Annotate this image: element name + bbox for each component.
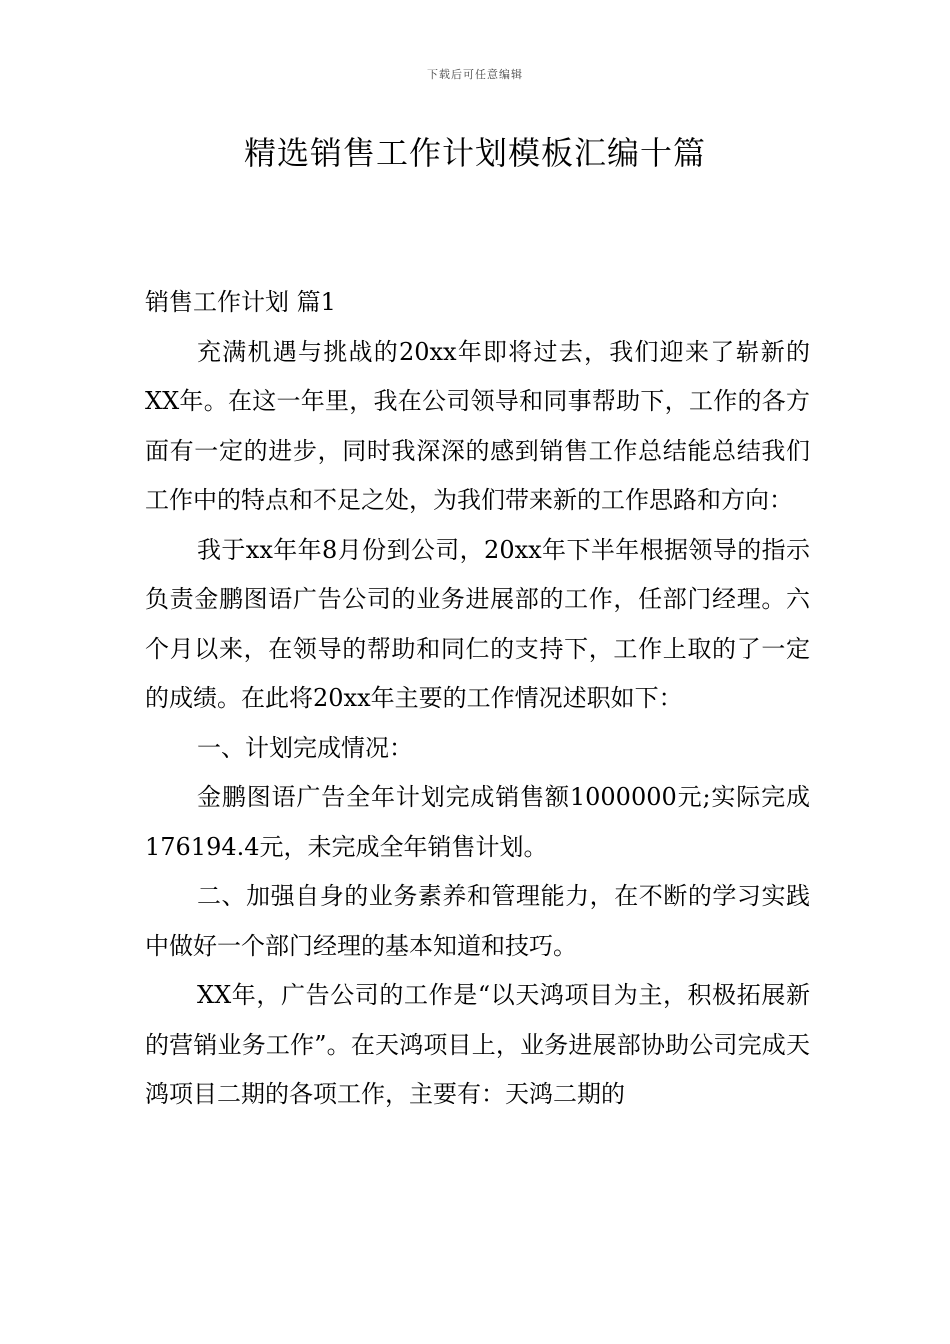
paragraph-plan-heading: 一、计划完成情况：: [197, 733, 413, 762]
paragraph-skills: 二、加强自身的业务素养和管理能力，在不断的学习实践中做好一个部门经理的基本知道和技巧。: [145, 882, 810, 960]
document-body: [145, 278, 810, 1120]
section-heading: 销售工作计划 篇1: [145, 288, 336, 316]
paragraph-project: XX年，广告公司的工作是“以天鸿项目为主，积极拓展新的营销业务工作”。在天鸿项目上，业务进展部协助公司完成天鸿项目二期的各项工作，主要有：天鸿二期的: [145, 981, 810, 1108]
paragraph-background: 我于xx年年8月份到公司，20xx年下半年根据领导的指示负责金鹏图语广告公司的业务进展部的工作，任部门经理。六个月以来，在领导的帮助和同仁的支持下，工作上取的了一定的成绩。在此将20xx年主要的工作情况述职如下：: [145, 535, 810, 712]
paragraph-intro: 充满机遇与挑战的20xx年即将过去，我们迎来了崭新的XX年。在这一年里，我在公司领导和同事帮助下，工作的各方面有一定的进步，同时我深深的感到销售工作总结能总结我们工作中的特点和不足之处，为我们带来新的工作思路和方向：: [145, 337, 810, 514]
document-title: 精选销售工作计划模板汇编十篇: [243, 134, 706, 172]
paragraph-plan-result: 金鹏图语广告全年计划完成销售额1000000元;实际完成176194.4元，未完成全年销售计划。: [145, 783, 810, 861]
header-note: 下载后可任意编辑: [427, 68, 523, 81]
